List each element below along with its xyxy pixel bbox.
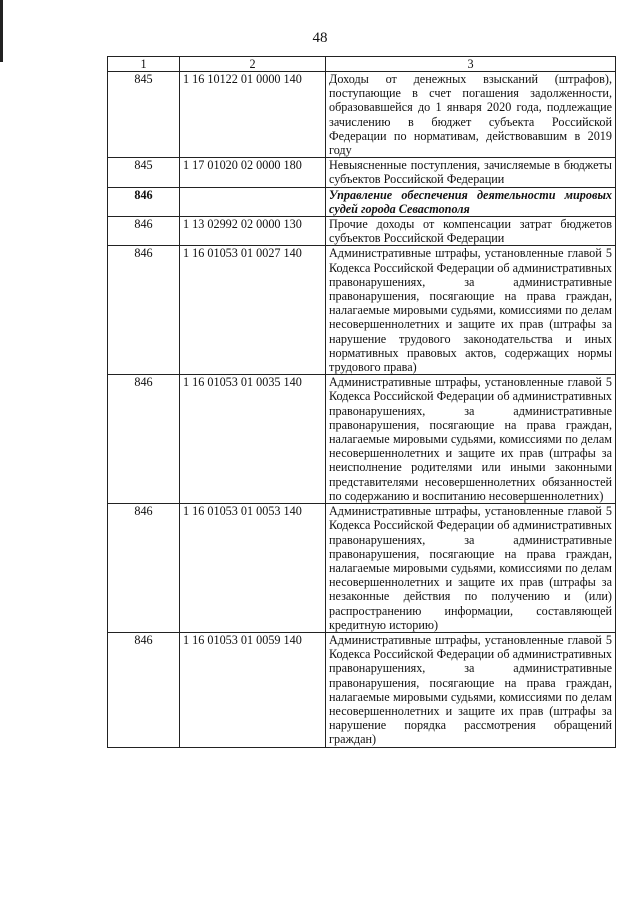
budget-code-cell: 1 16 10122 01 0000 140 (180, 72, 326, 158)
column-header-admin: 1 (108, 57, 180, 72)
admin-code-cell: 845 (108, 158, 180, 187)
budget-code-cell: 1 17 01020 02 0000 180 (180, 158, 326, 187)
budget-code-cell: 1 16 01053 01 0035 140 (180, 375, 326, 504)
admin-code-cell: 846 (108, 217, 180, 246)
budget-code-cell: 1 13 02992 02 0000 130 (180, 217, 326, 246)
column-header-code: 2 (180, 57, 326, 72)
column-header-name: 3 (326, 57, 616, 72)
page-number: 48 (312, 30, 328, 46)
revenue-name-cell: Административные штрафы, установленные главой 5 Кодекса Российской Федерации об административных правонарушениях, за административные правонарушения, посягающие на права граждан, налагаемые мировыми судьями, комиссиями по делам несовершеннолетних и защите их прав (штрафы за неисполнение родителями или иными законными представителями несовершеннолетних обязанностей по содержанию и воспитанию несовершеннолетних) (326, 375, 616, 504)
revenue-name-cell: Прочие доходы от компенсации затрат бюджетов субъектов Российской Федерации (326, 217, 616, 246)
table-row (108, 504, 616, 633)
admin-code-cell: 846 (108, 246, 180, 375)
table-row (108, 246, 616, 375)
revenue-name-cell: Административные штрафы, установленные главой 5 Кодекса Российской Федерации об административных правонарушениях, за административные правонарушения, посягающие на права граждан, налагаемые мировыми судьями, комиссиями по делам несовершеннолетних и защите их прав (штрафы за незаконные действия по получению и (или) распространению информации, составляющей кредитную историю) (326, 504, 616, 633)
budget-code-cell: 1 16 01053 01 0053 140 (180, 504, 326, 633)
admin-code-cell: 845 (108, 72, 180, 158)
admin-code-cell: 846 (108, 187, 180, 216)
revenue-name-cell: Доходы от денежных взысканий (штрафов), поступающие в счет погашения задолженности, образовавшейся до 1 января 2020 года, подлежащие зачислению в бюджет субъекта Российской Федерации по нормативам, действовавшим в 2019 году (326, 72, 616, 158)
admin-code-cell: 846 (108, 375, 180, 504)
table-header-row (108, 57, 616, 72)
revenue-name-cell: Управление обеспечения деятельности мировых судей города Севастополя (326, 187, 616, 216)
admin-code-cell: 846 (108, 504, 180, 633)
revenue-codes-table (107, 56, 616, 748)
table-row (108, 187, 616, 216)
revenue-name-cell: Невыясненные поступления, зачисляемые в бюджеты субъектов Российской Федерации (326, 158, 616, 187)
admin-code-cell: 846 (108, 632, 180, 747)
budget-code-cell (180, 187, 326, 216)
table-row (108, 72, 616, 158)
table-row (108, 217, 616, 246)
table-row (108, 375, 616, 504)
revenue-name-cell: Административные штрафы, установленные главой 5 Кодекса Российской Федерации об административных правонарушениях, за административные правонарушения, посягающие на права граждан, налагаемые мировыми судьями, комиссиями по делам несовершеннолетних и защите их прав (штрафы за нарушение трудового законодательства и иных нормативных правовых актов, содержащих нормы трудового права) (326, 246, 616, 375)
budget-code-cell: 1 16 01053 01 0059 140 (180, 632, 326, 747)
table-body (108, 72, 616, 748)
budget-code-cell: 1 16 01053 01 0027 140 (180, 246, 326, 375)
table-row (108, 158, 616, 187)
revenue-name-cell: Административные штрафы, установленные главой 5 Кодекса Российской Федерации об административных правонарушениях, за административные правонарушения, посягающие на права граждан, налагаемые мировыми судьями, комиссиями по делам несовершеннолетних и защите их прав (штрафы за нарушение порядка рассмотрения обращений граждан) (326, 632, 616, 747)
table-row (108, 632, 616, 747)
